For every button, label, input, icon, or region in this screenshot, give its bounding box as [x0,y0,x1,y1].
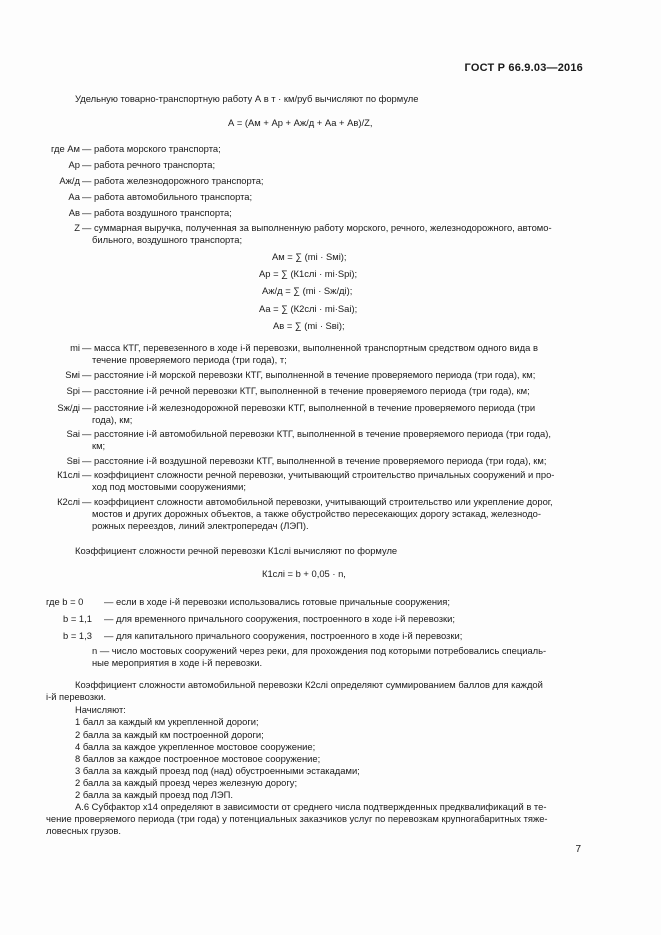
definition-symbol: К1слi [57,469,80,480]
definition-line: — расстояние i-й автомобильной перевозки КТГ, выполненной в течение проверяемого периода (три года), [82,428,551,439]
points-item: 1 балл за каждый км укрепленной дороги; [75,716,259,727]
definition-line: рожных переездов, линий электропередач (ЛЭП). [92,520,309,531]
points-item: 2 балла за каждый проезд через железную дорогу; [75,777,298,788]
where-text: — работа железнодорожного транспорта; [82,175,264,186]
definition-symbol: Sвi [66,455,80,466]
b-definition: — если в ходе i-й перевозки использовались готовые причальные сооружения; [104,596,450,607]
definition-symbol: Sж/дi [57,402,80,413]
points-item: 3 балла за каждый проезд под (над) обустроенными эстакадами; [75,765,360,776]
definition-line: км; [92,440,106,451]
standard-header: ГОСТ Р 66.9.03—2016 [464,62,583,74]
definition-line: течение проверяемого периода (три года), т; [92,354,287,365]
definition-symbol: Sai [66,428,80,439]
where-symbol: Ар [68,159,80,170]
definition-line: — масса КТГ, перевезенного в ходе i-й перевозки, выполненной транспортным средством одного вида в [82,342,538,353]
formula-line: Ав = ∑ (mi · Sвi); [273,320,345,331]
where-symbol: Аж/д [59,175,80,186]
where-text: — работа речного транспорта; [82,159,216,170]
definition-line: — расстояние i-й воздушной перевозки КТГ, выполненной в течение проверяемого периода (три года), км; [82,455,547,466]
definition-symbol: К2слi [57,496,80,507]
a6-paragraph-line: А.6 Субфактор x14 определяют в зависимости от среднего числа подтвержденных предквалификаций в те- [75,801,547,812]
definition-symbol: Sмi [65,369,80,380]
definition-symbol: Spi [66,385,80,396]
definition-line: — расстояние i-й железнодорожной перевозки КТГ, выполненной в течение проверяемого периода (три [82,402,536,413]
k2-paragraph-line: Коэффициент сложности автомобильной перевозки К2слi определяют суммированием баллов для каждой [75,679,543,690]
b-definition: — для капитального причального сооружения, построенного в ходе i-й перевозки; [104,630,463,641]
definition-line: — расстояние i-й речной перевозки КТГ, выполненной в течение проверяемого периода (три года), км; [82,385,530,396]
definition-line: — расстояние i-й морской перевозки КТГ, выполненной в течение проверяемого периода (три года), км; [82,369,536,380]
a6-paragraph-line: ловесных грузов. [46,825,121,836]
definition-line: ход под мостовыми сооружениями; [92,481,246,492]
b-definition: — для временного причального сооружения, построенного в ходе i-й перевозки; [104,613,455,624]
b-symbol: b = 1,3 [63,630,92,641]
a6-paragraph-line: чение проверяемого периода (три года) у потенциальных заказчиков услуг по перевозкам крупногабаритных тяже- [46,813,548,824]
b-symbol: где b = 0 [46,596,84,607]
k1-formula: К1слi = b + 0,05 · n, [262,568,346,579]
main-formula: А = (Ам + Ар + Аж/д + Аа + Ав)/Z, [228,117,373,128]
formula-line: Аж/д = ∑ (mi · Sж/дi); [262,285,353,296]
definition-line: — коэффициент сложности речной перевозки, учитывающий строительство причальных сооружений и про- [82,469,555,480]
n-definition-line: n — число мостовых сооружений через реки, для прохождения под которыми потребовались специаль- [92,645,547,656]
points-item: 8 баллов за каждое построенное мостовое сооружение; [75,753,321,764]
definition-line: года), км; [92,414,133,425]
where-symbol: Аа [68,191,80,202]
intro-paragraph: Удельную товарно-транспортную работу А в т · км/руб вычисляют по формуле [75,93,419,104]
accrue-label: Начисляют: [75,704,126,715]
definition-line: мостов и других дорожных объектов, а также обустройство пересекающих дорогу эстакад, железнодо- [92,508,541,519]
where-symbol: Ав [68,207,80,218]
z-definition-line: бильного, воздушного транспорта; [92,234,243,245]
n-definition-line: ные мероприятия в ходе i-й перевозки. [92,657,263,668]
k1-intro: Коэффициент сложности речной перевозки К1слi вычисляют по формуле [75,545,398,556]
formula-line: Аа = ∑ (К2слi · mi·Sai); [259,303,358,314]
points-item: 4 балла за каждое укрепленное мостовое сооружение; [75,741,316,752]
where-text: — работа воздушного транспорта; [82,207,232,218]
formula-line: Ар = ∑ (К1слi · mi·Spi); [259,268,358,279]
b-symbol: b = 1,1 [63,613,92,624]
definition-symbol: mi [70,342,80,353]
points-item: 2 балла за каждый км построенной дороги; [75,729,264,740]
where-symbol: Z [74,222,80,233]
formula-line: Ам = ∑ (mi · Sмi); [272,251,347,262]
where-symbol: где Ам [51,143,80,154]
where-text: — работа морского транспорта; [82,143,221,154]
where-text: — работа автомобильного транспорта; [82,191,253,202]
page-number: 7 [575,844,581,855]
k2-paragraph-line: i-й перевозки. [46,691,106,702]
points-item: 2 балла за каждый проезд под ЛЭП. [75,789,233,800]
z-definition-line: — суммарная выручка, полученная за выполненную работу морского, речного, железнодорожного, автомо- [82,222,552,233]
definition-line: — коэффициент сложности автомобильной перевозки, учитывающий строительство или укрепление дорог, [82,496,553,507]
